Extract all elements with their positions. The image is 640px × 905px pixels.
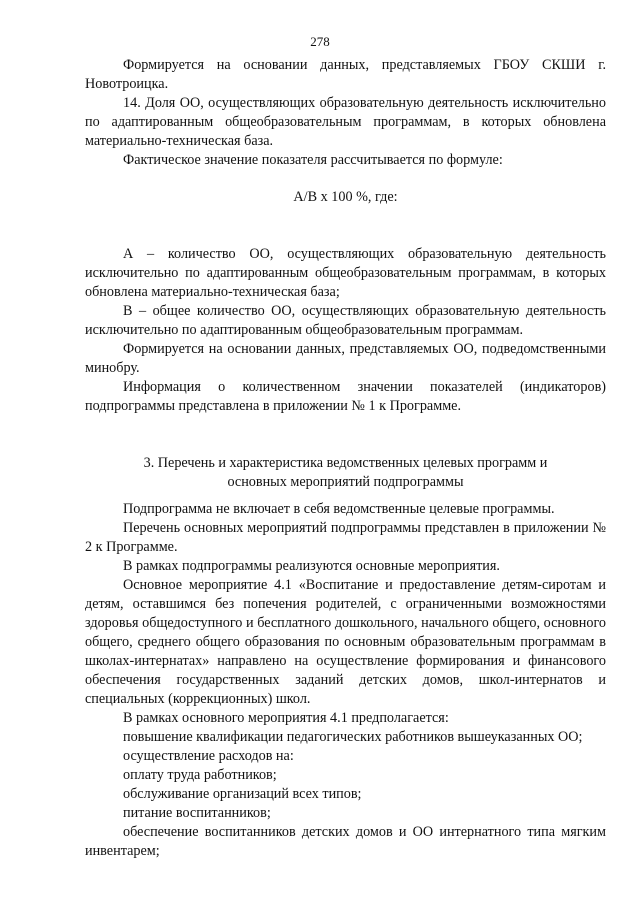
list-item: питание воспитанников; xyxy=(123,805,271,821)
section-heading-line: 3. Перечень и характеристика ведомственных целевых программ и xyxy=(143,455,548,471)
section-heading xyxy=(85,454,606,492)
paragraph: Формируется на основании данных, представляемых ОО, подведомственными минобру. xyxy=(85,341,606,376)
paragraph: Основное мероприятие 4.1 «Воспитание и предоставление детям-сиротам и детям, оставшимся без попечения родителей, с ограниченными возможностями здоровья общедоступного и бесплатного дошкольного, начального общего, основного общего, среднего общего образования по основным образовательным программам в школах-интернатах» направлено на осуществление формирования и финансового обеспечения государственных заданий детских домов, школ-интернатов и специальных (коррекционных) школ. xyxy=(85,577,606,707)
page-number: 278 xyxy=(310,34,330,49)
paragraph: Формируется на основании данных, представляемых ГБОУ СКШИ г. Новотроицка. xyxy=(85,57,606,92)
paragraph: Подпрограмма не включает в себя ведомственные целевые программы. xyxy=(123,501,555,517)
spacer xyxy=(85,416,606,454)
paragraph: В рамках подпрограммы реализуются основные мероприятия. xyxy=(123,558,500,574)
paragraph: Фактическое значение показателя рассчитывается по формуле: xyxy=(123,152,503,168)
paragraph: В – общее количество ОО, осуществляющих образовательную деятельность исключительно по адаптированным общеобразовательным программам. xyxy=(85,303,606,338)
page-content xyxy=(85,56,606,861)
list-item: осуществление расходов на: xyxy=(123,748,294,764)
paragraph: Перечень основных мероприятий подпрограммы представлен в приложении № 2 к Программе. xyxy=(85,520,606,555)
paragraph: В рамках основного мероприятия 4.1 предполагается: xyxy=(123,710,449,726)
paragraph: А – количество ОО, осуществляющих образовательную деятельность исключительно по адаптированным общеобразовательным программам, в которых обновлена материально-техническая база; xyxy=(85,246,606,300)
paragraph: 14. Доля ОО, осуществляющих образовательную деятельность исключительно по адаптированным общеобразовательным программам, в которых обновлена материально-техническая база. xyxy=(85,95,606,149)
list-item: повышение квалификации педагогических работников вышеуказанных ОО; xyxy=(123,729,583,745)
list-item: оплату труда работников; xyxy=(123,767,277,783)
list-item: обеспечение воспитанников детских домов и ОО интернатного типа мягким инвентарем; xyxy=(85,824,606,859)
list-item: обслуживание организаций всех типов; xyxy=(123,786,362,802)
section-heading-line: основных мероприятий подпрограммы xyxy=(227,474,464,490)
paragraph: Информация о количественном значении показателей (индикаторов) подпрограммы представлена в приложении № 1 к Программе. xyxy=(85,379,606,414)
formula: А/В х 100 %, где: xyxy=(293,189,398,205)
